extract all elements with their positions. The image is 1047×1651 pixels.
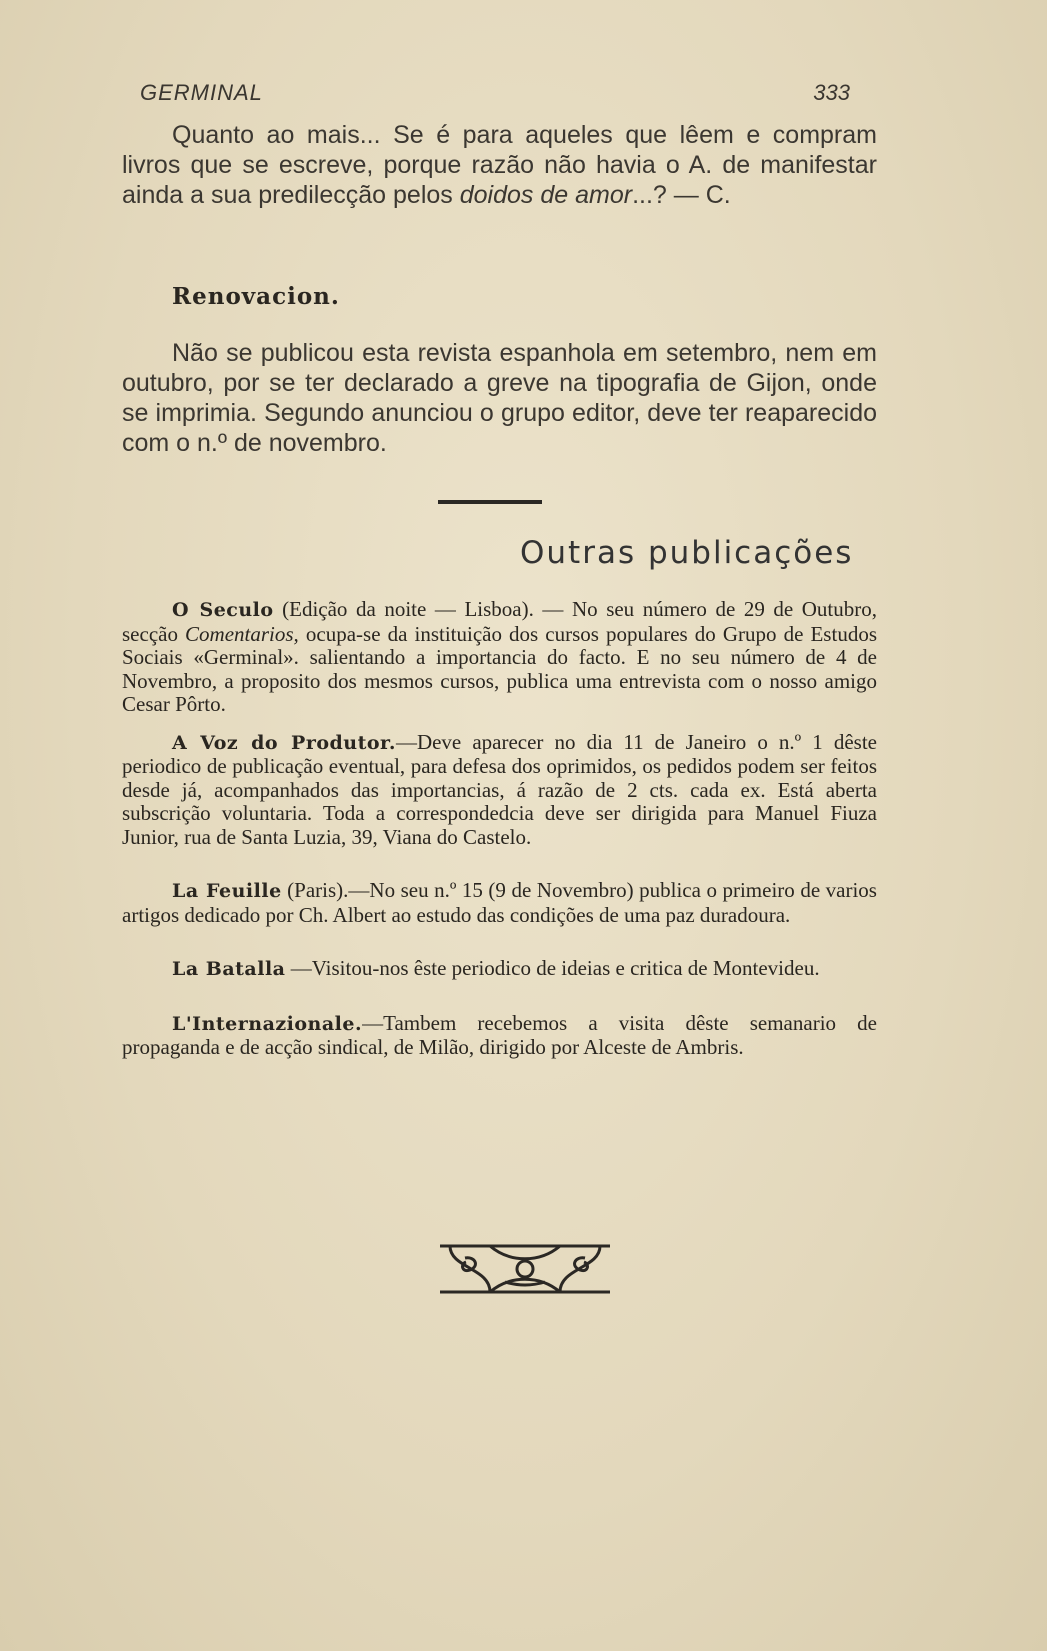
end-ornament	[430, 1238, 620, 1300]
renovacion-paragraph: Não se publicou esta revista espanhola em setembro, nem em outubro, por se ter declarado a greve na tipografia de Gijon, onde se imprimia. Segundo anunciou o grupo editor, deve ter reaparecido com o n.º de novembro.	[122, 339, 877, 457]
renovacion-heading: Renovacion.	[172, 283, 340, 310]
renovacion-block	[122, 338, 877, 458]
entry-seculo-after: ocupa-se da instituição dos cursos populares do Grupo de Estudos Sociais «Germinal». salientando a importancia do facto. E no seu número de 4 de Novembro, a proposito dos mesmos cursos, publica uma entrevista com o nosso amigo Cesar Pôrto.	[122, 621, 877, 716]
renovacion-heading-block	[122, 283, 877, 310]
entry-batalla-body: —Visitou-nos êste periodico de ideias e critica de Montevideu.	[285, 956, 820, 980]
entry-voz-title: A Voz do Produtor.	[172, 731, 396, 754]
entry-seculo-before: (Edição da noite — Lisboa). — No seu número de 29 de Outubro, secção	[122, 597, 878, 646]
entry-voz-body: —Deve aparecer no dia 11 de Janeiro o n.º 1 dêste periodico de publicação eventual, para defesa dos oprimidos, os pedidos podem ser feitos desde já, acompanhados das importancias, á razão de 2 cts. cada ex. Está aberta subscrição voluntaria. Toda a correspondedcia deve ser dirigida para Manuel Fiuza Junior, rua de Santa Luzia, 39, Viana do Castelo.	[122, 729, 877, 849]
page-number: 333	[813, 80, 850, 105]
intro-text-after: ...? — C.	[632, 181, 731, 209]
entry-voz	[122, 731, 877, 850]
intro-block	[122, 120, 877, 210]
section-title: Outras publicações	[520, 535, 854, 571]
entry-internazionale	[122, 1012, 877, 1060]
entry-batalla-title: La Batalla	[172, 958, 286, 980]
journal-title: GERMINAL	[140, 80, 263, 105]
entry-internazionale-title: L'Internazionale.	[172, 1012, 363, 1035]
intro-paragraph	[122, 120, 877, 210]
intro-text-before: Quanto ao mais... Se é para aqueles que lêem e compram livros que se escreve, porque razão não havia o A. de manifestar ainda a sua predilecção pelos	[122, 121, 877, 209]
entry-batalla	[122, 957, 877, 982]
entry-seculo-emphasis: Comentarios,	[185, 621, 299, 646]
intro-emphasis: doidos de amor	[459, 181, 633, 209]
running-header	[140, 80, 850, 114]
entry-feuille	[122, 879, 877, 927]
entry-seculo	[122, 598, 877, 717]
entry-feuille-title: La Feuille	[172, 880, 282, 902]
entry-seculo-title: O Seculo	[172, 599, 274, 621]
section-divider	[438, 500, 542, 504]
entry-internazionale-body: —Tambem recebemos a visita dêste semanario de propaganda e de acção sindical, de Milão, dirigido por Alceste de Ambris.	[122, 1010, 877, 1059]
entry-feuille-body: (Paris).—No seu n.º 15 (9 de Novembro) publica o primeiro de varios artigos dedicado por Ch. Albert ao estudo das condições de uma paz duradoura.	[122, 878, 877, 927]
entries-block	[122, 598, 877, 1060]
